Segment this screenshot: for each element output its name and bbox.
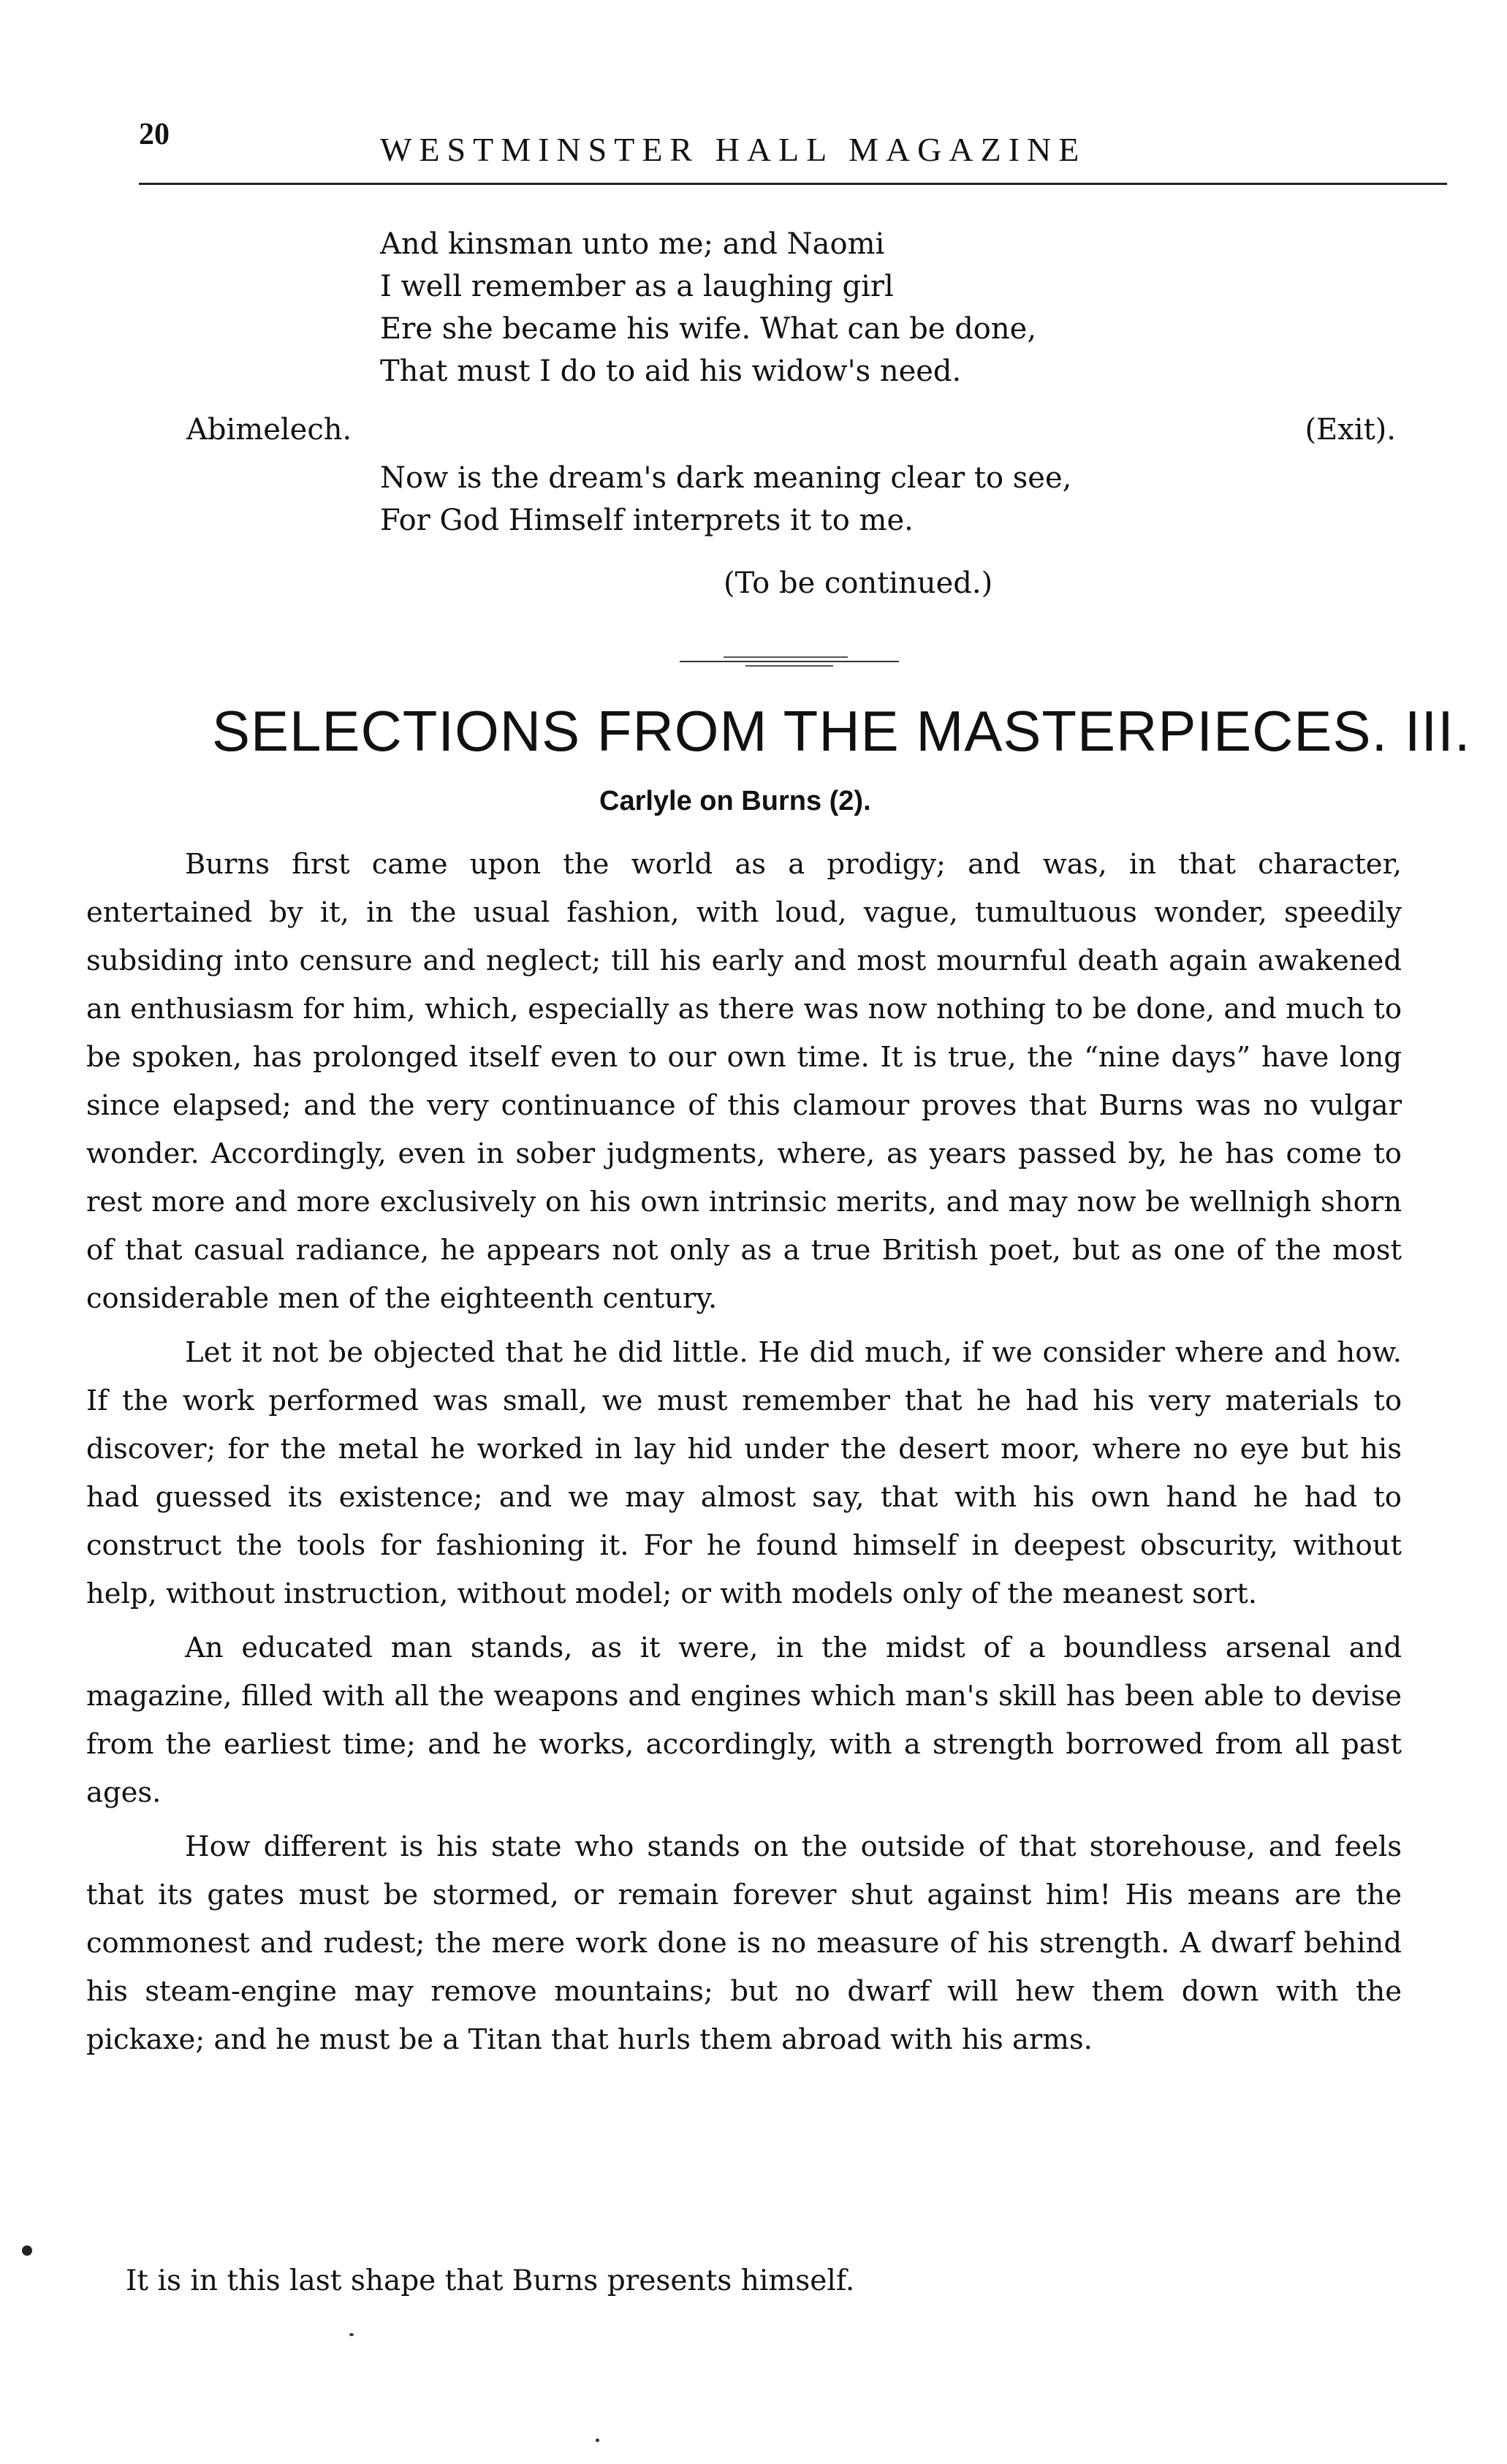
speaker-name: Abimelech.	[186, 413, 352, 447]
poem-line: For God Himself interprets it to me.	[380, 504, 914, 537]
paragraph: Burns first came upon the world as a prodigy; and was, in that character, entertained by it, in the usual fashion, with loud, vague, tumultuous wonder, speedily subsiding into censure and neglect; till his early and most mournful death again awakened an enthusiasm for him, which, especially as there was now nothing to be done, and much to be spoken, has prolonged itself even to our own time. It is true, the “nine days” have long since elapsed; and the very continuance of this clamour proves that Burns was no vulgar wonder. Accordingly, even in sober judgments, where, as years passed by, he has come to rest more and more exclusively on his own intrinsic merits, and may now be wellnigh shorn of that casual radiance, he appears not only as a true British poet, but as one of the most considerable men of the eighteenth century.	[86, 848, 1402, 1315]
ink-speck	[349, 2333, 354, 2336]
ink-speck	[596, 2438, 599, 2442]
section-ornament	[680, 656, 899, 667]
poem-line: Now is the dream's dark meaning clear to see,	[380, 461, 1072, 495]
article-body	[86, 841, 1402, 2064]
running-title: WESTMINSTER HALL MAGAZINE	[380, 131, 1087, 168]
paragraph: Let it not be objected that he did little. He did much, if we consider where and how. If the work performed was small, we must remember that he had his very materials to discover; for the metal he worked in lay hid under the desert moor, where no eye but his had guessed its existence; and we may almost say, that with his own hand he had to construct the tools for fashioning it. For he found himself in deepest obscurity, without help, without instruction, without model; or with models only of the meanest sort.	[86, 1336, 1402, 1610]
page-number: 20	[139, 118, 170, 151]
paragraph: An educated man stands, as it were, in the midst of a boundless arsenal and magazine, filled with all the weapons and engines which man's skill has been able to devise from the earliest time; and he works, accordingly, with a strength borrowed from all past ages.	[86, 1631, 1402, 1809]
poem-line: Ere she became his wife. What can be done,	[380, 312, 1037, 346]
stage-direction: (Exit).	[1305, 413, 1396, 447]
poem-line: I well remember as a laughing girl	[380, 270, 894, 303]
poem-lines-top	[380, 223, 1036, 393]
continued-note: (To be continued.)	[724, 566, 993, 600]
article-title: SELECTIONS FROM THE MASTERPIECES. III.	[212, 699, 1471, 763]
poem-lines-bottom	[380, 457, 1071, 542]
paragraph: How different is his state who stands on the outside of that storehouse, and feels that its gates must be stormed, or remain forever shut against him! His means are the commonest and rudest; the mere work done is no measure of his strength. A dwarf behind his steam-engine may remove mountains; but no dwarf will hew them down with the pickaxe; and he must be a Titan that hurls them abroad with his arms.	[86, 1830, 1402, 2056]
header-rule	[139, 183, 1447, 185]
final-line: It is in this last shape that Burns presents himself.	[126, 2264, 855, 2297]
bullet-mark	[22, 2245, 32, 2256]
poem-line: That must I do to aid his widow's need.	[380, 355, 962, 388]
poem-line: And kinsman unto me; and Naomi	[380, 227, 885, 261]
article-subtitle: Carlyle on Burns (2).	[599, 786, 871, 816]
